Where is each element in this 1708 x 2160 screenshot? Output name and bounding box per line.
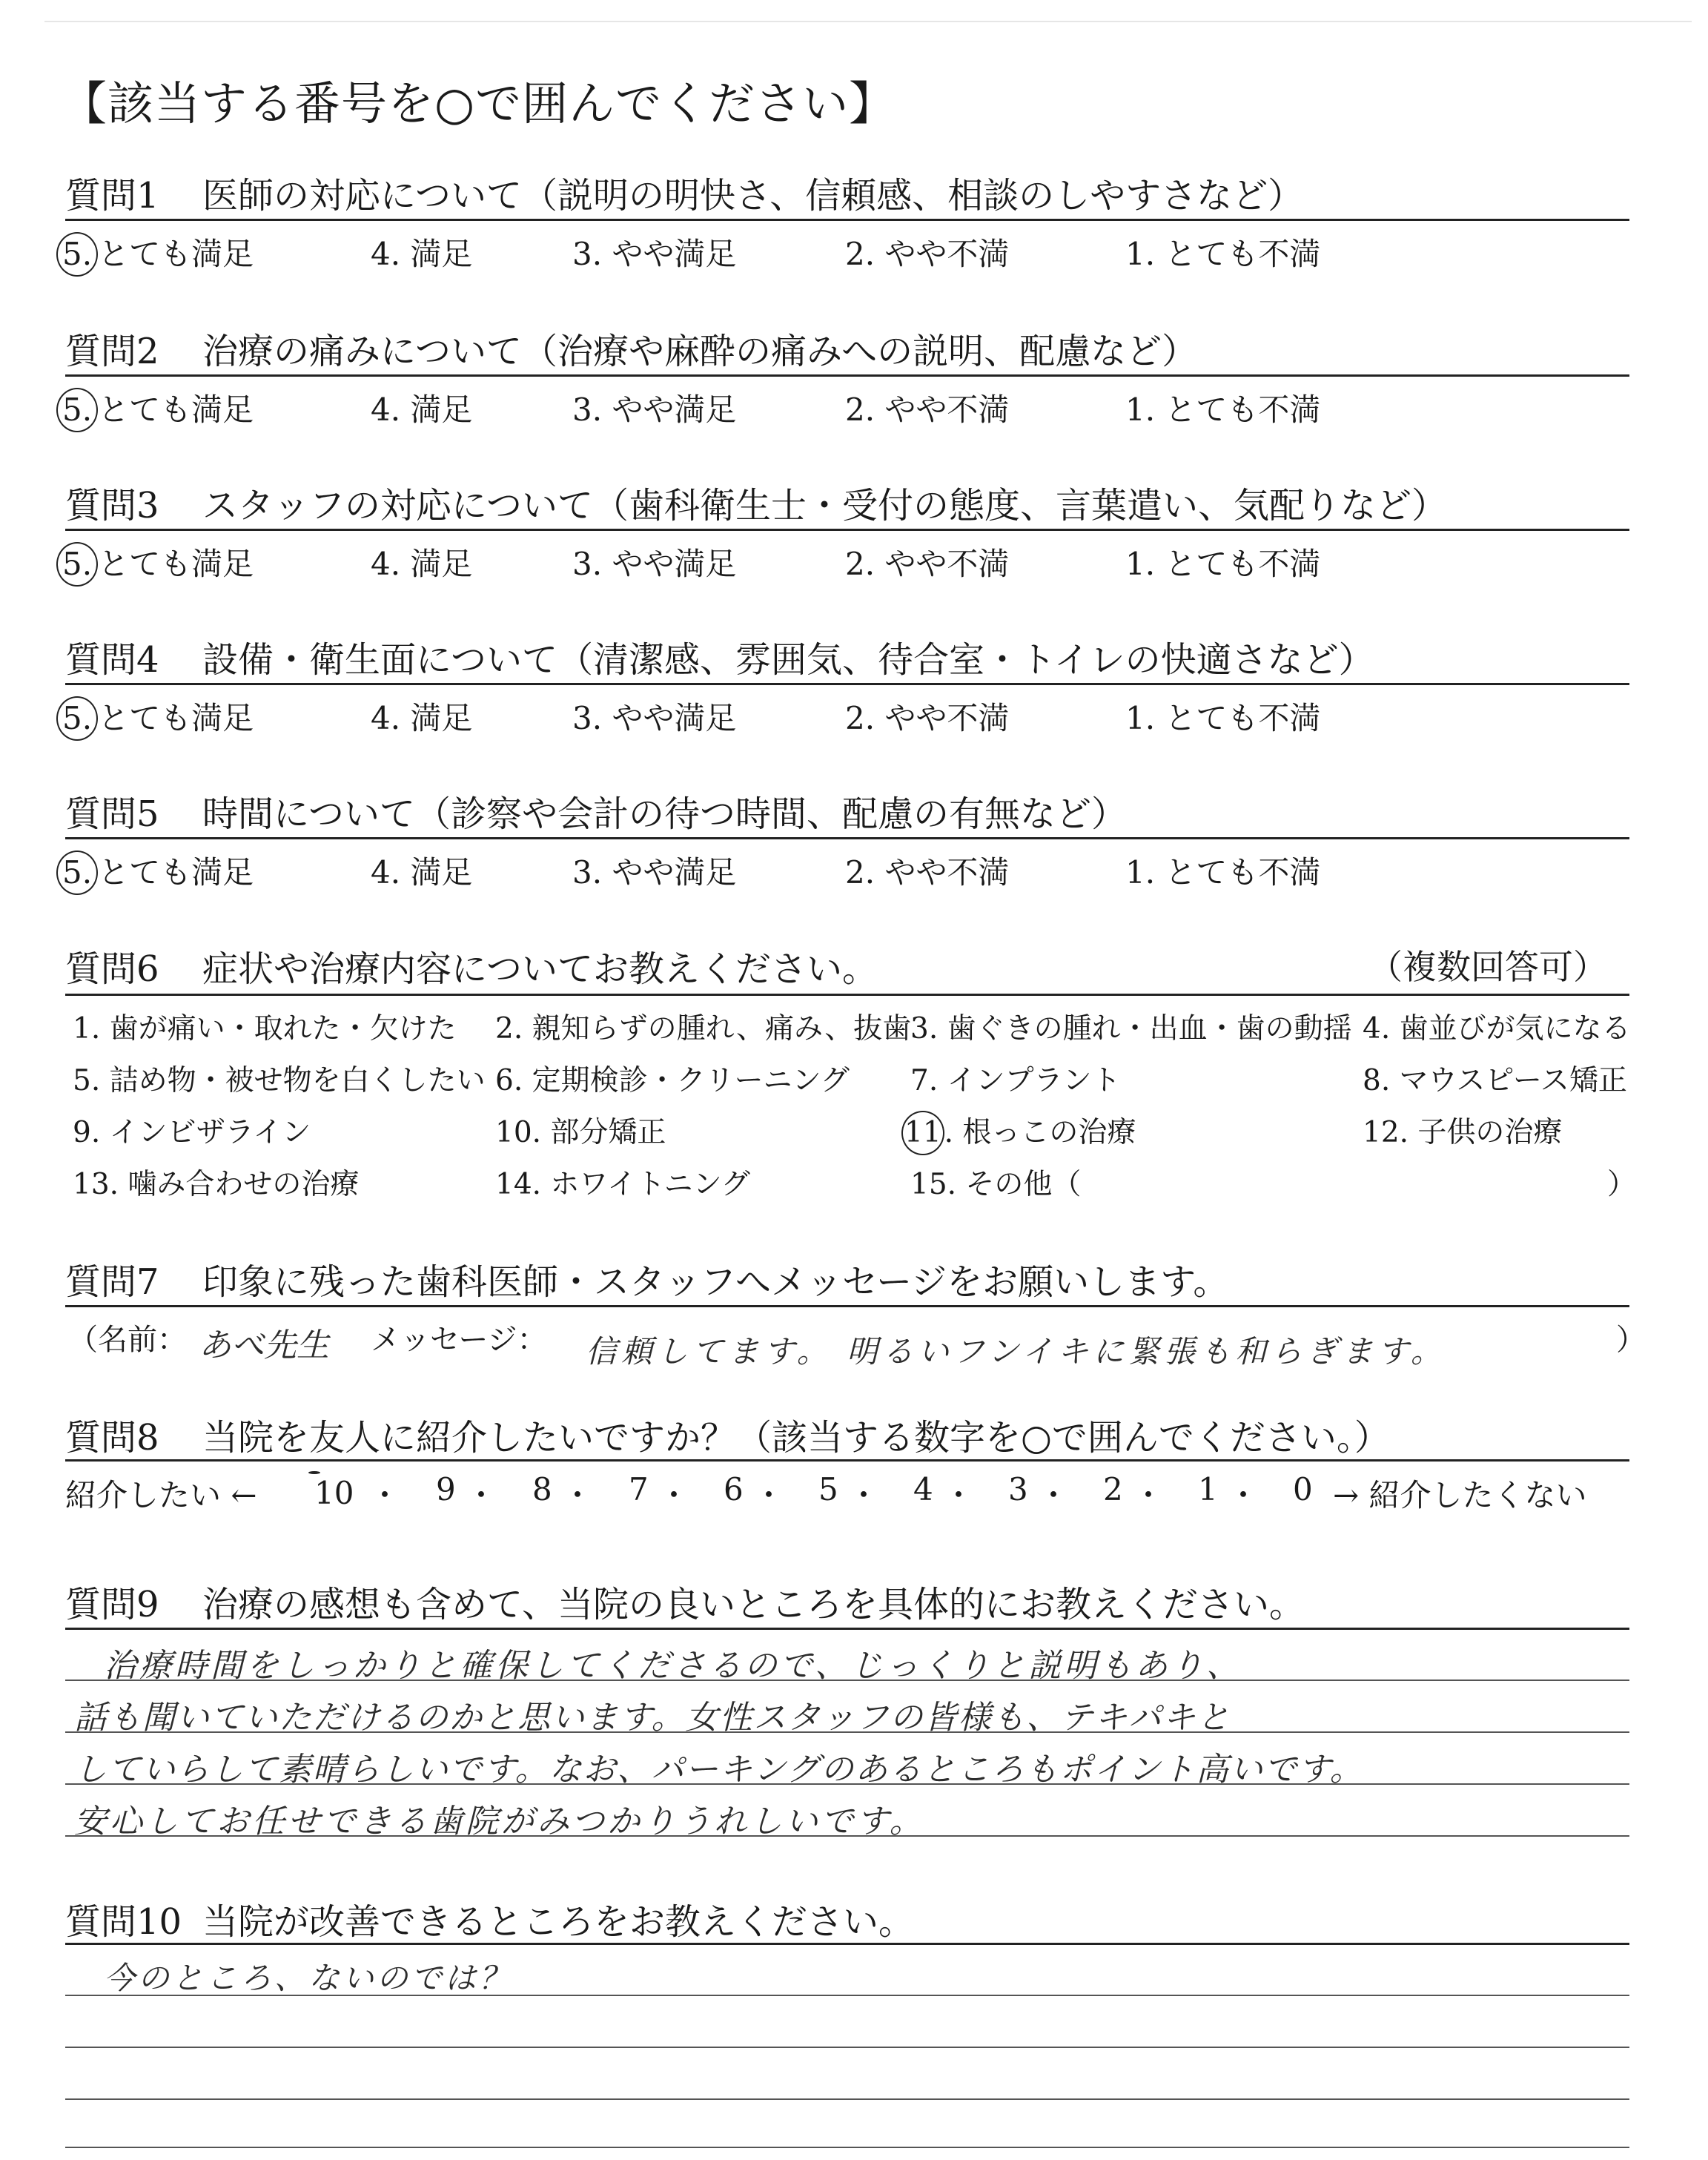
question-1 bbox=[65, 167, 1644, 219]
scale-dot: ・ bbox=[466, 1477, 497, 1513]
question-10 bbox=[65, 1893, 1644, 1945]
answer-line bbox=[65, 2147, 1629, 2148]
question-number: 質問7 bbox=[65, 1261, 159, 1303]
symptom-option[interactable]: 13. 噛み合わせの治療 bbox=[73, 1168, 360, 1201]
question-9 bbox=[65, 1576, 1644, 1628]
question-text: 印象に残った歯科医師・スタッフへメッセージをお願いします。 bbox=[202, 1261, 1229, 1303]
message-label: メッセージ： bbox=[371, 1323, 547, 1357]
rating-option[interactable]: 2. やや不満 bbox=[845, 546, 1010, 582]
scale-dot: ・ bbox=[943, 1477, 975, 1513]
question-6 bbox=[65, 940, 1644, 992]
scale-dot: ・ bbox=[369, 1477, 401, 1513]
scale-option[interactable]: 1 bbox=[1198, 1471, 1218, 1507]
rating-option[interactable]: 4. 満足 bbox=[371, 700, 473, 736]
symptom-option[interactable]: 9. インビザライン bbox=[73, 1116, 311, 1149]
circle-mark: 5. bbox=[56, 851, 98, 895]
divider bbox=[65, 374, 1629, 377]
question-text: スタッフの対応について（歯科衛生士・受付の態度、言葉遣い、気配りなど） bbox=[202, 485, 1448, 526]
symptom-option[interactable]: 10. 部分矯正 bbox=[495, 1116, 666, 1149]
answer-line bbox=[65, 2047, 1629, 2048]
scale-left-label: 紹介したい ← bbox=[65, 1477, 257, 1513]
question-2 bbox=[65, 323, 1644, 374]
question-number: 質問5 bbox=[65, 793, 159, 835]
divider bbox=[65, 1459, 1629, 1462]
symptom-option[interactable]: 7. インプラント bbox=[910, 1064, 1121, 1097]
symptom-option-selected[interactable]: 11 . 根っこの治療 bbox=[910, 1109, 1136, 1155]
scale-option[interactable]: 5 bbox=[818, 1471, 838, 1507]
question-3 bbox=[65, 477, 1644, 529]
answer-handwritten-line[interactable]: 話も聞いていただけるのかと思います。女性スタッフの皆様も、テキパキと bbox=[74, 1699, 1231, 1737]
scale-dot: ・ bbox=[1133, 1477, 1165, 1513]
circle-mark: 5. bbox=[56, 388, 98, 432]
question-text: 当院を友人に紹介したいですか？（該当する数字を○で囲んでください。） bbox=[202, 1417, 1390, 1459]
question-number: 質問6 bbox=[65, 948, 159, 990]
divider bbox=[65, 219, 1629, 221]
symptom-option[interactable]: 3. 歯ぐきの腫れ・出血・歯の動揺 bbox=[910, 1012, 1352, 1046]
question-4 bbox=[65, 631, 1644, 683]
divider bbox=[65, 683, 1629, 685]
rating-option[interactable]: 3. やや満足 bbox=[572, 546, 737, 582]
question-8 bbox=[65, 1409, 1644, 1461]
rating-option[interactable]: 1. とても不満 bbox=[1125, 854, 1321, 891]
close-paren: ） bbox=[1607, 1168, 1637, 1201]
rating-option-selected[interactable]: 5. とても満足 bbox=[65, 694, 254, 741]
symptom-option[interactable]: 2. 親知らずの腫れ、痛み、抜歯 bbox=[495, 1012, 912, 1046]
divider bbox=[65, 1305, 1629, 1307]
rating-option[interactable]: 4. 満足 bbox=[371, 392, 473, 428]
rating-option[interactable]: 3. やや満足 bbox=[572, 854, 737, 891]
circle-mark: 11 bbox=[901, 1111, 944, 1155]
divider bbox=[65, 994, 1629, 996]
divider bbox=[65, 1943, 1629, 1945]
recommend-scale bbox=[65, 1471, 1622, 1516]
name-handwritten[interactable]: あべ先生 bbox=[199, 1327, 329, 1364]
scale-dot: ・ bbox=[1038, 1477, 1070, 1513]
scale-dot: ・ bbox=[1228, 1477, 1260, 1513]
rating-option[interactable]: 4. 満足 bbox=[371, 236, 473, 272]
answer-handwritten-line[interactable]: していらして素晴らしいです。なお、パーキングのあるところもポイント高いです。 bbox=[74, 1751, 1364, 1789]
symptom-option[interactable]: 14. ホワイトニング bbox=[495, 1168, 750, 1201]
page-title: 【該当する番号を○で囲んでください】 bbox=[61, 76, 896, 131]
question-number: 質問10 bbox=[65, 1901, 182, 1943]
question-7 bbox=[65, 1253, 1644, 1305]
question-number: 質問1 bbox=[65, 175, 159, 217]
circle-mark: 5. bbox=[56, 542, 98, 587]
rating-option[interactable]: 4. 満足 bbox=[371, 546, 473, 582]
multiple-answer-note: （複数回答可） bbox=[1368, 947, 1607, 987]
divider bbox=[65, 529, 1629, 531]
rating-option-selected[interactable]: 5. とても満足 bbox=[65, 386, 254, 432]
divider bbox=[65, 837, 1629, 839]
question-text: 医師の対応について（説明の明快さ、信頼感、相談のしやすさなど） bbox=[202, 175, 1304, 217]
symptom-option[interactable]: 8. マウスピース矯正 bbox=[1363, 1064, 1627, 1097]
rating-option[interactable]: 2. やや不満 bbox=[845, 392, 1010, 428]
answer-handwritten-line[interactable]: 安心してお任せできる歯院がみつかりうれしいです。 bbox=[74, 1803, 925, 1840]
question-number: 質問8 bbox=[65, 1417, 159, 1459]
rating-option[interactable]: 1. とても不満 bbox=[1125, 700, 1321, 736]
symptom-option-other[interactable]: 15. その他（ bbox=[910, 1168, 1082, 1201]
circle-mark: 5. bbox=[56, 232, 98, 277]
question-text: 治療の痛みについて（治療や麻酔の痛みへの説明、配慮など） bbox=[202, 331, 1198, 372]
question-number: 質問4 bbox=[65, 639, 159, 681]
scale-dot: ・ bbox=[562, 1477, 594, 1513]
scale-option[interactable]: 0 bbox=[1293, 1471, 1313, 1507]
rating-option[interactable]: 2. やや不満 bbox=[845, 854, 1010, 891]
scale-option[interactable]: 6 bbox=[724, 1471, 744, 1507]
scale-option[interactable]: 3 bbox=[1008, 1471, 1028, 1507]
top-border bbox=[44, 21, 1692, 22]
message-handwritten[interactable]: 信頼してます。 明るいフンイキに緊張も和らぎます。 bbox=[586, 1333, 1446, 1370]
circle-mark: 5. bbox=[56, 696, 98, 741]
circle-mark: 10 bbox=[308, 1471, 320, 1474]
scale-right-label: → 紹介したくない bbox=[1333, 1477, 1587, 1513]
rating-option-selected[interactable]: 5. とても満足 bbox=[65, 230, 254, 277]
question-number: 質問9 bbox=[65, 1584, 159, 1625]
symptom-option[interactable]: 6. 定期検診・クリーニング bbox=[495, 1064, 850, 1097]
rating-option[interactable]: 3. やや満足 bbox=[572, 236, 737, 272]
rating-option-selected[interactable]: 5. とても満足 bbox=[65, 848, 254, 895]
question-text: 症状や治療内容についてお教えください。 bbox=[202, 948, 878, 990]
rating-option[interactable]: 2. やや不満 bbox=[845, 236, 1010, 272]
scale-option[interactable]: 9 bbox=[436, 1471, 456, 1507]
scale-dot: ・ bbox=[848, 1477, 880, 1513]
answer-handwritten-line[interactable]: 今のところ、ないのでは？ bbox=[104, 1960, 514, 1996]
scale-option[interactable]: 2 bbox=[1103, 1471, 1123, 1507]
scale-option[interactable]: 8 bbox=[532, 1471, 552, 1507]
question-5 bbox=[65, 785, 1644, 837]
rating-option[interactable]: 2. やや不満 bbox=[845, 700, 1010, 736]
symptom-option[interactable]: 1. 歯が痛い・取れた・欠けた bbox=[73, 1012, 457, 1046]
scale-option[interactable]: 4 bbox=[913, 1471, 933, 1507]
divider bbox=[65, 1628, 1629, 1630]
scale-option[interactable]: 7 bbox=[629, 1471, 649, 1507]
symptom-option[interactable]: 4. 歯並びが気になる bbox=[1363, 1012, 1631, 1046]
name-label: （名前： bbox=[68, 1323, 187, 1357]
question-number: 質問2 bbox=[65, 331, 159, 372]
question-number: 質問3 bbox=[65, 485, 159, 526]
question-text: 当院が改善できるところをお教えください。 bbox=[202, 1901, 915, 1943]
scale-dot: ・ bbox=[658, 1477, 690, 1513]
rating-option[interactable]: 1. とても不満 bbox=[1125, 546, 1321, 582]
symptom-option[interactable]: 5. 詰め物・被せ物を白くしたい bbox=[73, 1064, 486, 1097]
rating-option[interactable]: 3. やや満足 bbox=[572, 700, 737, 736]
close-paren: ） bbox=[1616, 1323, 1646, 1357]
rating-option[interactable]: 4. 満足 bbox=[371, 854, 473, 891]
answer-handwritten-line[interactable]: 治療時間をしっかりと確保してくださるので、じっくりと説明もあり、 bbox=[104, 1647, 1242, 1685]
question-text: 治療の感想も含めて、当院の良いところを具体的にお教えください。 bbox=[202, 1584, 1305, 1625]
rating-option-selected[interactable]: 5. とても満足 bbox=[65, 540, 254, 587]
rating-option[interactable]: 3. やや満足 bbox=[572, 392, 737, 428]
rating-option[interactable]: 1. とても不満 bbox=[1125, 236, 1321, 272]
rating-option[interactable]: 1. とても不満 bbox=[1125, 392, 1321, 428]
question-text: 時間について（診察や会計の待つ時間、配慮の有無など） bbox=[202, 793, 1128, 835]
question-text: 設備・衛生面について（清潔感、雰囲気、待合室・トイレの快適さなど） bbox=[202, 639, 1374, 681]
symptom-option[interactable]: 12. 子供の治療 bbox=[1363, 1116, 1563, 1149]
answer-line bbox=[65, 2098, 1629, 2100]
scale-dot: ・ bbox=[753, 1477, 785, 1513]
